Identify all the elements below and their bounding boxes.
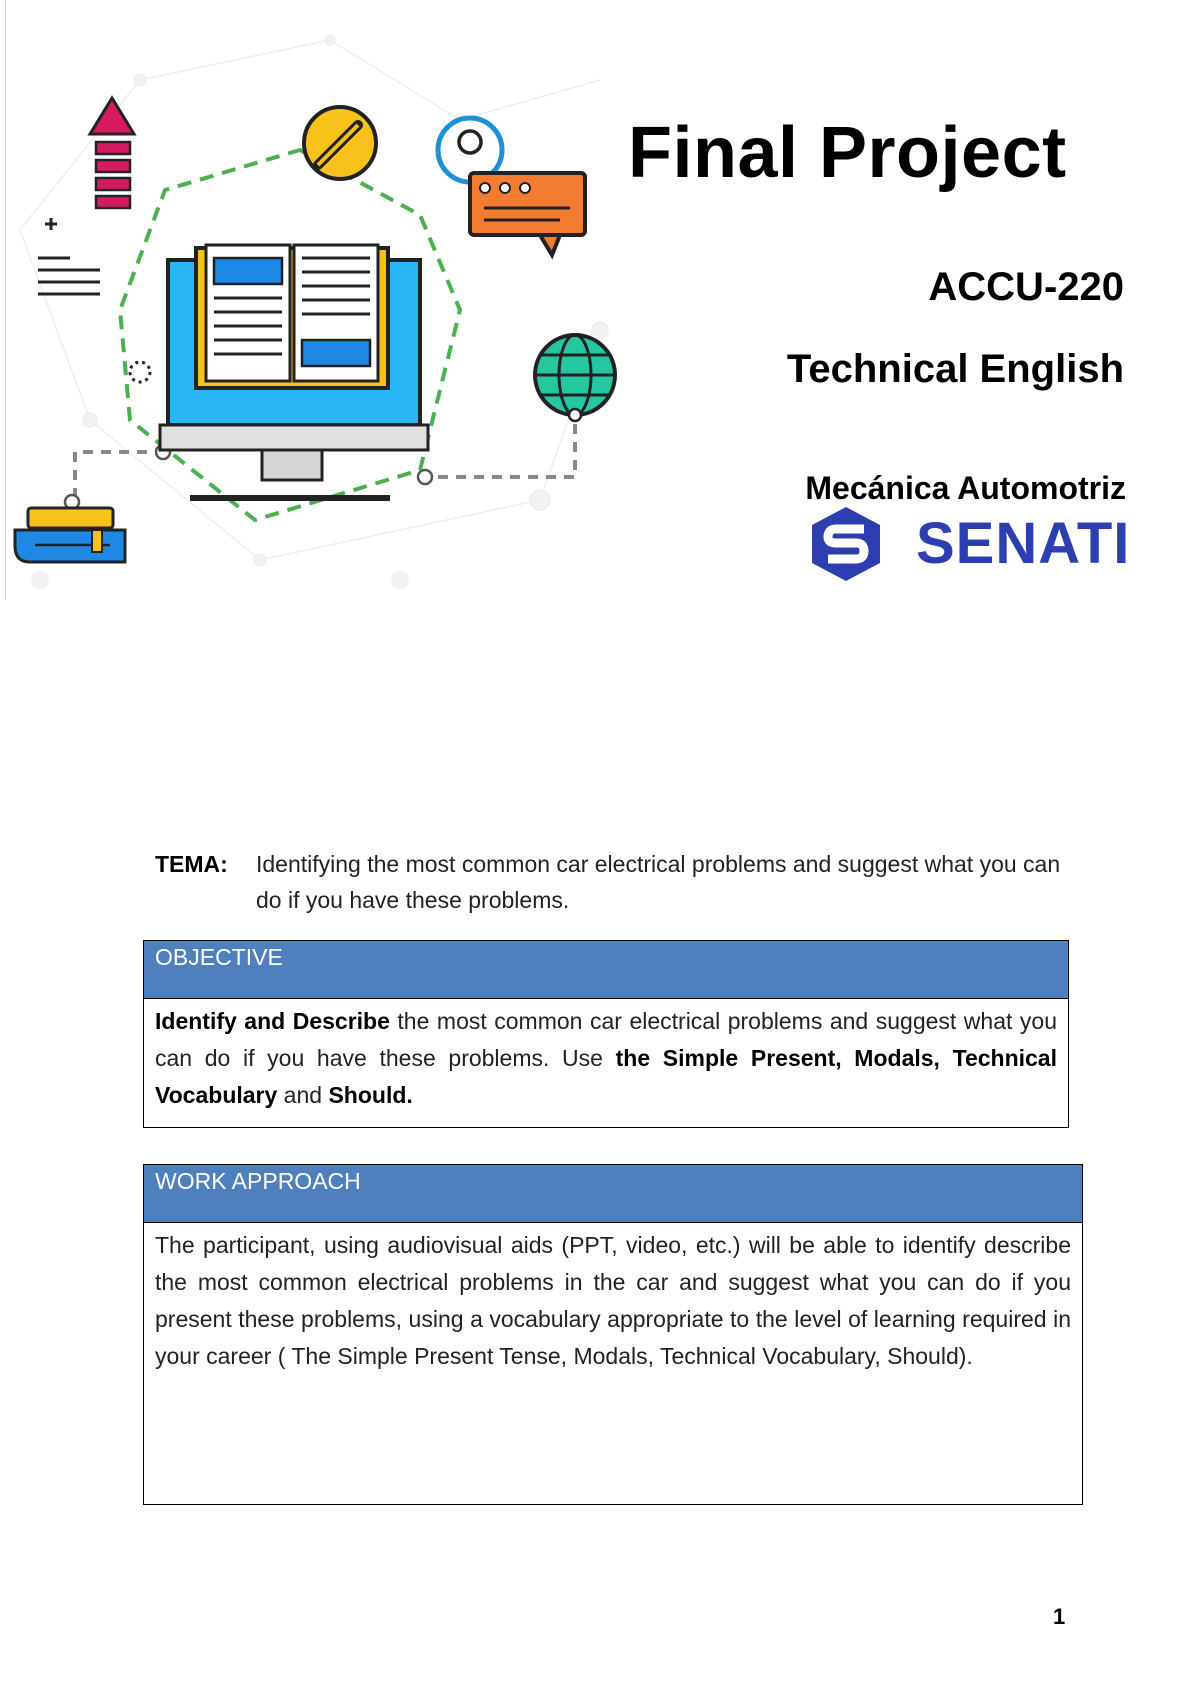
- career-name: Mecánica Automotriz: [805, 470, 1126, 506]
- tema-label: TEMA:: [155, 851, 228, 877]
- objective-text: [144, 999, 1068, 1114]
- pencil-icon: [304, 107, 376, 179]
- monitor-book-icon: [160, 245, 428, 498]
- objective-bold-should: Should.: [328, 1082, 413, 1108]
- senati-logo-text: SENATI: [916, 511, 1131, 576]
- course-name: Technical English: [786, 347, 1124, 391]
- objective-bold-verbs: Identify and Describe: [155, 1008, 390, 1034]
- education-illustration: [0, 0, 620, 600]
- work-approach-text: The participant, using audiovisual aids (PPT, video, etc.) will be able to identify describe the most common electrical problems in the car and suggest what you can do if you present these problems, using a vocabulary appropriate to the level of learning required in your career ( The Simple Present Tense, Modals, Technical Vocabulary, Should).: [155, 1232, 1071, 1369]
- course-code: ACCU-220: [928, 265, 1124, 309]
- objective-box: [143, 940, 1069, 1128]
- objective-bold-grammar: the Simple Present, Modals, Technical Vocabulary: [155, 1045, 1057, 1108]
- objective-text-part: the most common car electrical problems and suggest what you can do if you have these problems. Use: [155, 1008, 1057, 1071]
- objective-text-and: and: [277, 1082, 329, 1108]
- objective-heading: OBJECTIVE: [144, 941, 1068, 999]
- page-number: 1: [1053, 1604, 1066, 1629]
- globe-icon: [535, 335, 615, 421]
- work-approach-heading: WORK APPROACH: [144, 1165, 1082, 1223]
- document-title: Final Project: [628, 113, 1067, 193]
- work-approach-box: [143, 1164, 1083, 1505]
- tema-section: [155, 846, 1075, 918]
- cover-banner: [0, 0, 1200, 600]
- tema-text: Identifying the most common car electrical problems and suggest what you can do if you have these problems.: [256, 851, 1061, 913]
- upload-arrow-icon: [90, 98, 134, 208]
- user-chat-icon: [438, 118, 585, 255]
- books-icon: [15, 495, 125, 562]
- text-lines-icon: [38, 218, 100, 294]
